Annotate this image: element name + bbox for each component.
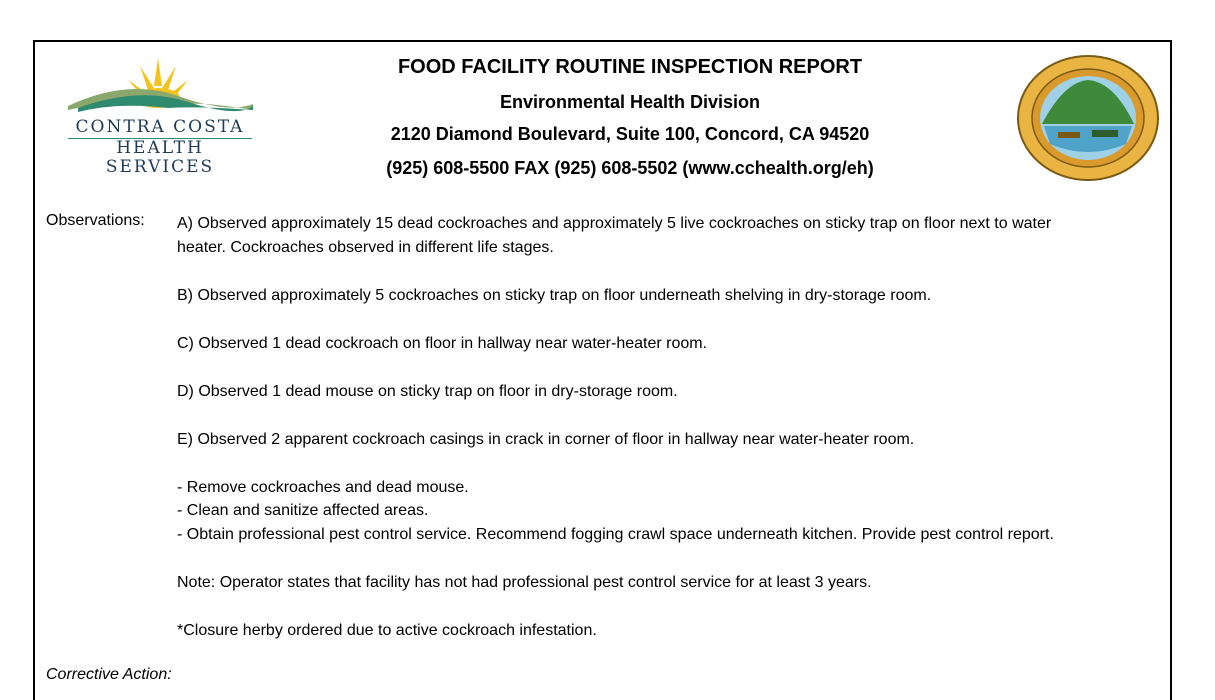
observations-label: Observations: — [46, 212, 145, 229]
address: 2120 Diamond Boulevard, Suite 100, Concord, CA 94520 — [390, 124, 870, 144]
action-remove: - Remove cockroaches and dead mouse. — [177, 478, 469, 496]
observation-item-d: D) Observed 1 dead mouse on sticky trap on floor in dry-storage room. — [177, 382, 678, 400]
corrective-action-label: Corrective Action: — [46, 666, 172, 683]
operator-note: Note: Operator states that facility has not had professional pest control service for at least 3 years. — [177, 573, 872, 591]
observation-item-b: B) Observed approximately 5 cockroaches on sticky trap on floor underneath shelving in dry-storage room. — [177, 286, 932, 304]
logo-line2: HEALTH SERVICES — [105, 138, 215, 177]
action-clean: - Clean and sanitize affected areas. — [177, 502, 429, 519]
closure-notice: *Closure herby ordered due to active cockroach infestation. — [177, 621, 597, 639]
observation-item-a: A) Observed approximately 15 dead cockroaches and approximately 5 live cockroaches on sticky trap on floor next to water heater. Cockroaches observed in different life stages. — [177, 215, 1052, 256]
observation-item-c: C) Observed 1 dead cockroach on floor in hallway near water-heater room. — [177, 334, 708, 352]
county-seal-icon — [1014, 52, 1162, 184]
action-pest-control: - Obtain professional pest control service. Recommend fogging crawl space underneath kitchen. Provide pest control report. — [177, 525, 1054, 543]
observation-item-e: E) Observed 2 apparent cockroach casings in crack in corner of floor in hallway near water-heater room. — [177, 430, 915, 448]
report-title: FOOD FACILITY ROUTINE INSPECTION REPORT — [397, 56, 863, 78]
logo-line1: CONTRA COSTA — [75, 117, 245, 137]
division-name: Environmental Health Division — [499, 92, 761, 112]
contact-line: (925) 608-5500 FAX (925) 608-5502 (www.cchealth.org/eh) — [386, 158, 874, 178]
observations-body — [177, 212, 1077, 667]
